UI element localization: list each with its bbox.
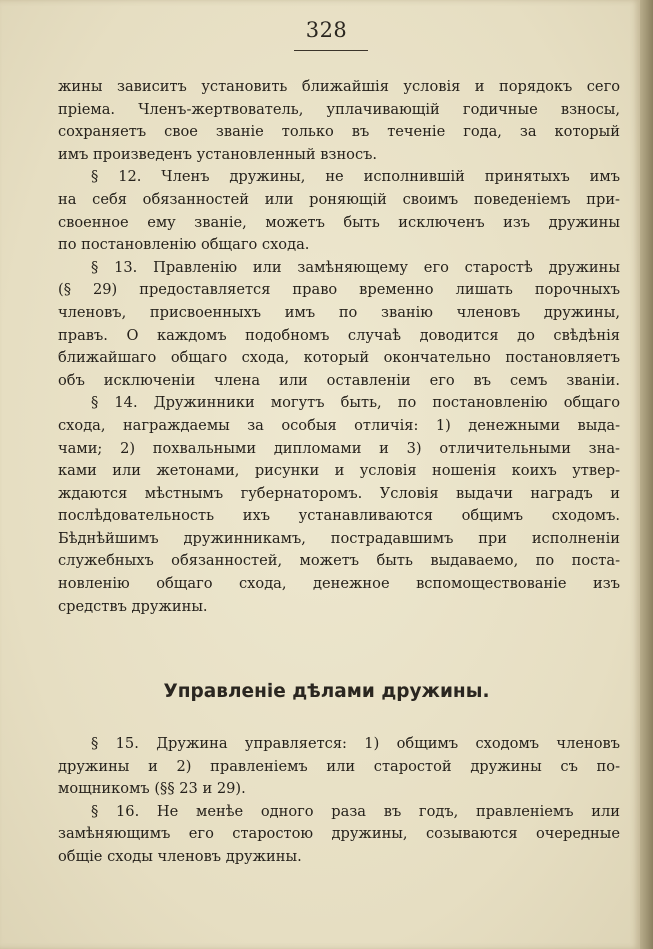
text-line: замѣняющимъ его старостою дружины, созываются очередные: [58, 825, 620, 843]
text-line: дружины и 2) правленіемъ или старостой дружины съ по-: [58, 757, 620, 775]
text-block-upper: [58, 76, 620, 618]
text-line: жины зависитъ установить ближайшія условія и порядокъ сего: [58, 78, 620, 95]
text-line: ками или жетонами, рисунки и условія ношенія коихъ утвер-: [58, 462, 620, 480]
text-line: правъ. О каждомъ подобномъ случаѣ доводится до свѣдѣнія: [58, 326, 620, 344]
page-edge: [640, 0, 653, 949]
text-line: § 13. Правленію или замѣняющему его старостѣ дружины: [91, 258, 620, 276]
text-line: сохраняетъ свое званіе только въ теченіе года, за который: [58, 123, 620, 141]
section-heading: Управленіе дѣлами дружины.: [163, 681, 490, 702]
text-line: пріема. Членъ-жертвователь, уплачивающій годичные взносы,: [58, 100, 620, 118]
text-line: (§ 29) предоставляется право временно лишать порочныхъ: [58, 281, 620, 299]
text-line: § 12. Членъ дружины, не исполнившій принятыхъ имъ: [91, 168, 620, 186]
text-line: на себя обязанностей или роняющій своимъ поведеніемъ при-: [58, 190, 620, 208]
text-block-lower: [58, 733, 620, 869]
page-number: 328: [305, 18, 348, 42]
text-line: схода, награждаемы за особыя отличія: 1) денежными выда-: [58, 416, 620, 434]
text-line: послѣдовательность ихъ устанавливаются общимъ сходомъ.: [58, 507, 620, 525]
text-line: новленію общаго схода, денежное вспомоществованіе изъ: [58, 575, 620, 593]
text-line: своенное ему званіе, можетъ быть исключенъ изъ дружины: [58, 213, 620, 231]
text-line: ждаются мѣстнымъ губернаторомъ. Условія выдачи наградъ и: [58, 484, 620, 502]
text-line: чами; 2) похвальными дипломами и 3) отличительными зна-: [58, 439, 620, 457]
text-line: средствъ дружины.: [58, 597, 208, 615]
text-line: § 14. Дружинники могутъ быть, по постановленію общаго: [91, 394, 620, 412]
text-line: § 16. Не менѣе одного раза въ годъ, правленіемъ или: [91, 802, 620, 820]
text-line: общіе сходы членовъ дружины.: [58, 847, 302, 865]
page-number-underline: [294, 50, 368, 51]
text-line: ближайшаго общаго схода, который окончательно постановляетъ: [58, 349, 620, 367]
text-line: имъ произведенъ установленный взносъ.: [58, 145, 378, 163]
text-line: мощникомъ (§§ 23 и 29).: [58, 780, 246, 798]
text-line: объ исключеніи члена или оставленіи его въ семъ званіи.: [58, 371, 620, 389]
text-line: членовъ, присвоенныхъ имъ по званію членовъ дружины,: [58, 303, 620, 321]
text-line: § 15. Дружина управляется: 1) общимъ сходомъ членовъ: [91, 735, 620, 752]
text-line: по постановленію общаго схода.: [58, 236, 310, 254]
text-line: служебныхъ обязанностей, можетъ быть выдаваемо, по поста-: [58, 552, 620, 570]
text-line: Бѣднѣйшимъ дружинникамъ, пострадавшимъ при исполненіи: [58, 529, 620, 547]
